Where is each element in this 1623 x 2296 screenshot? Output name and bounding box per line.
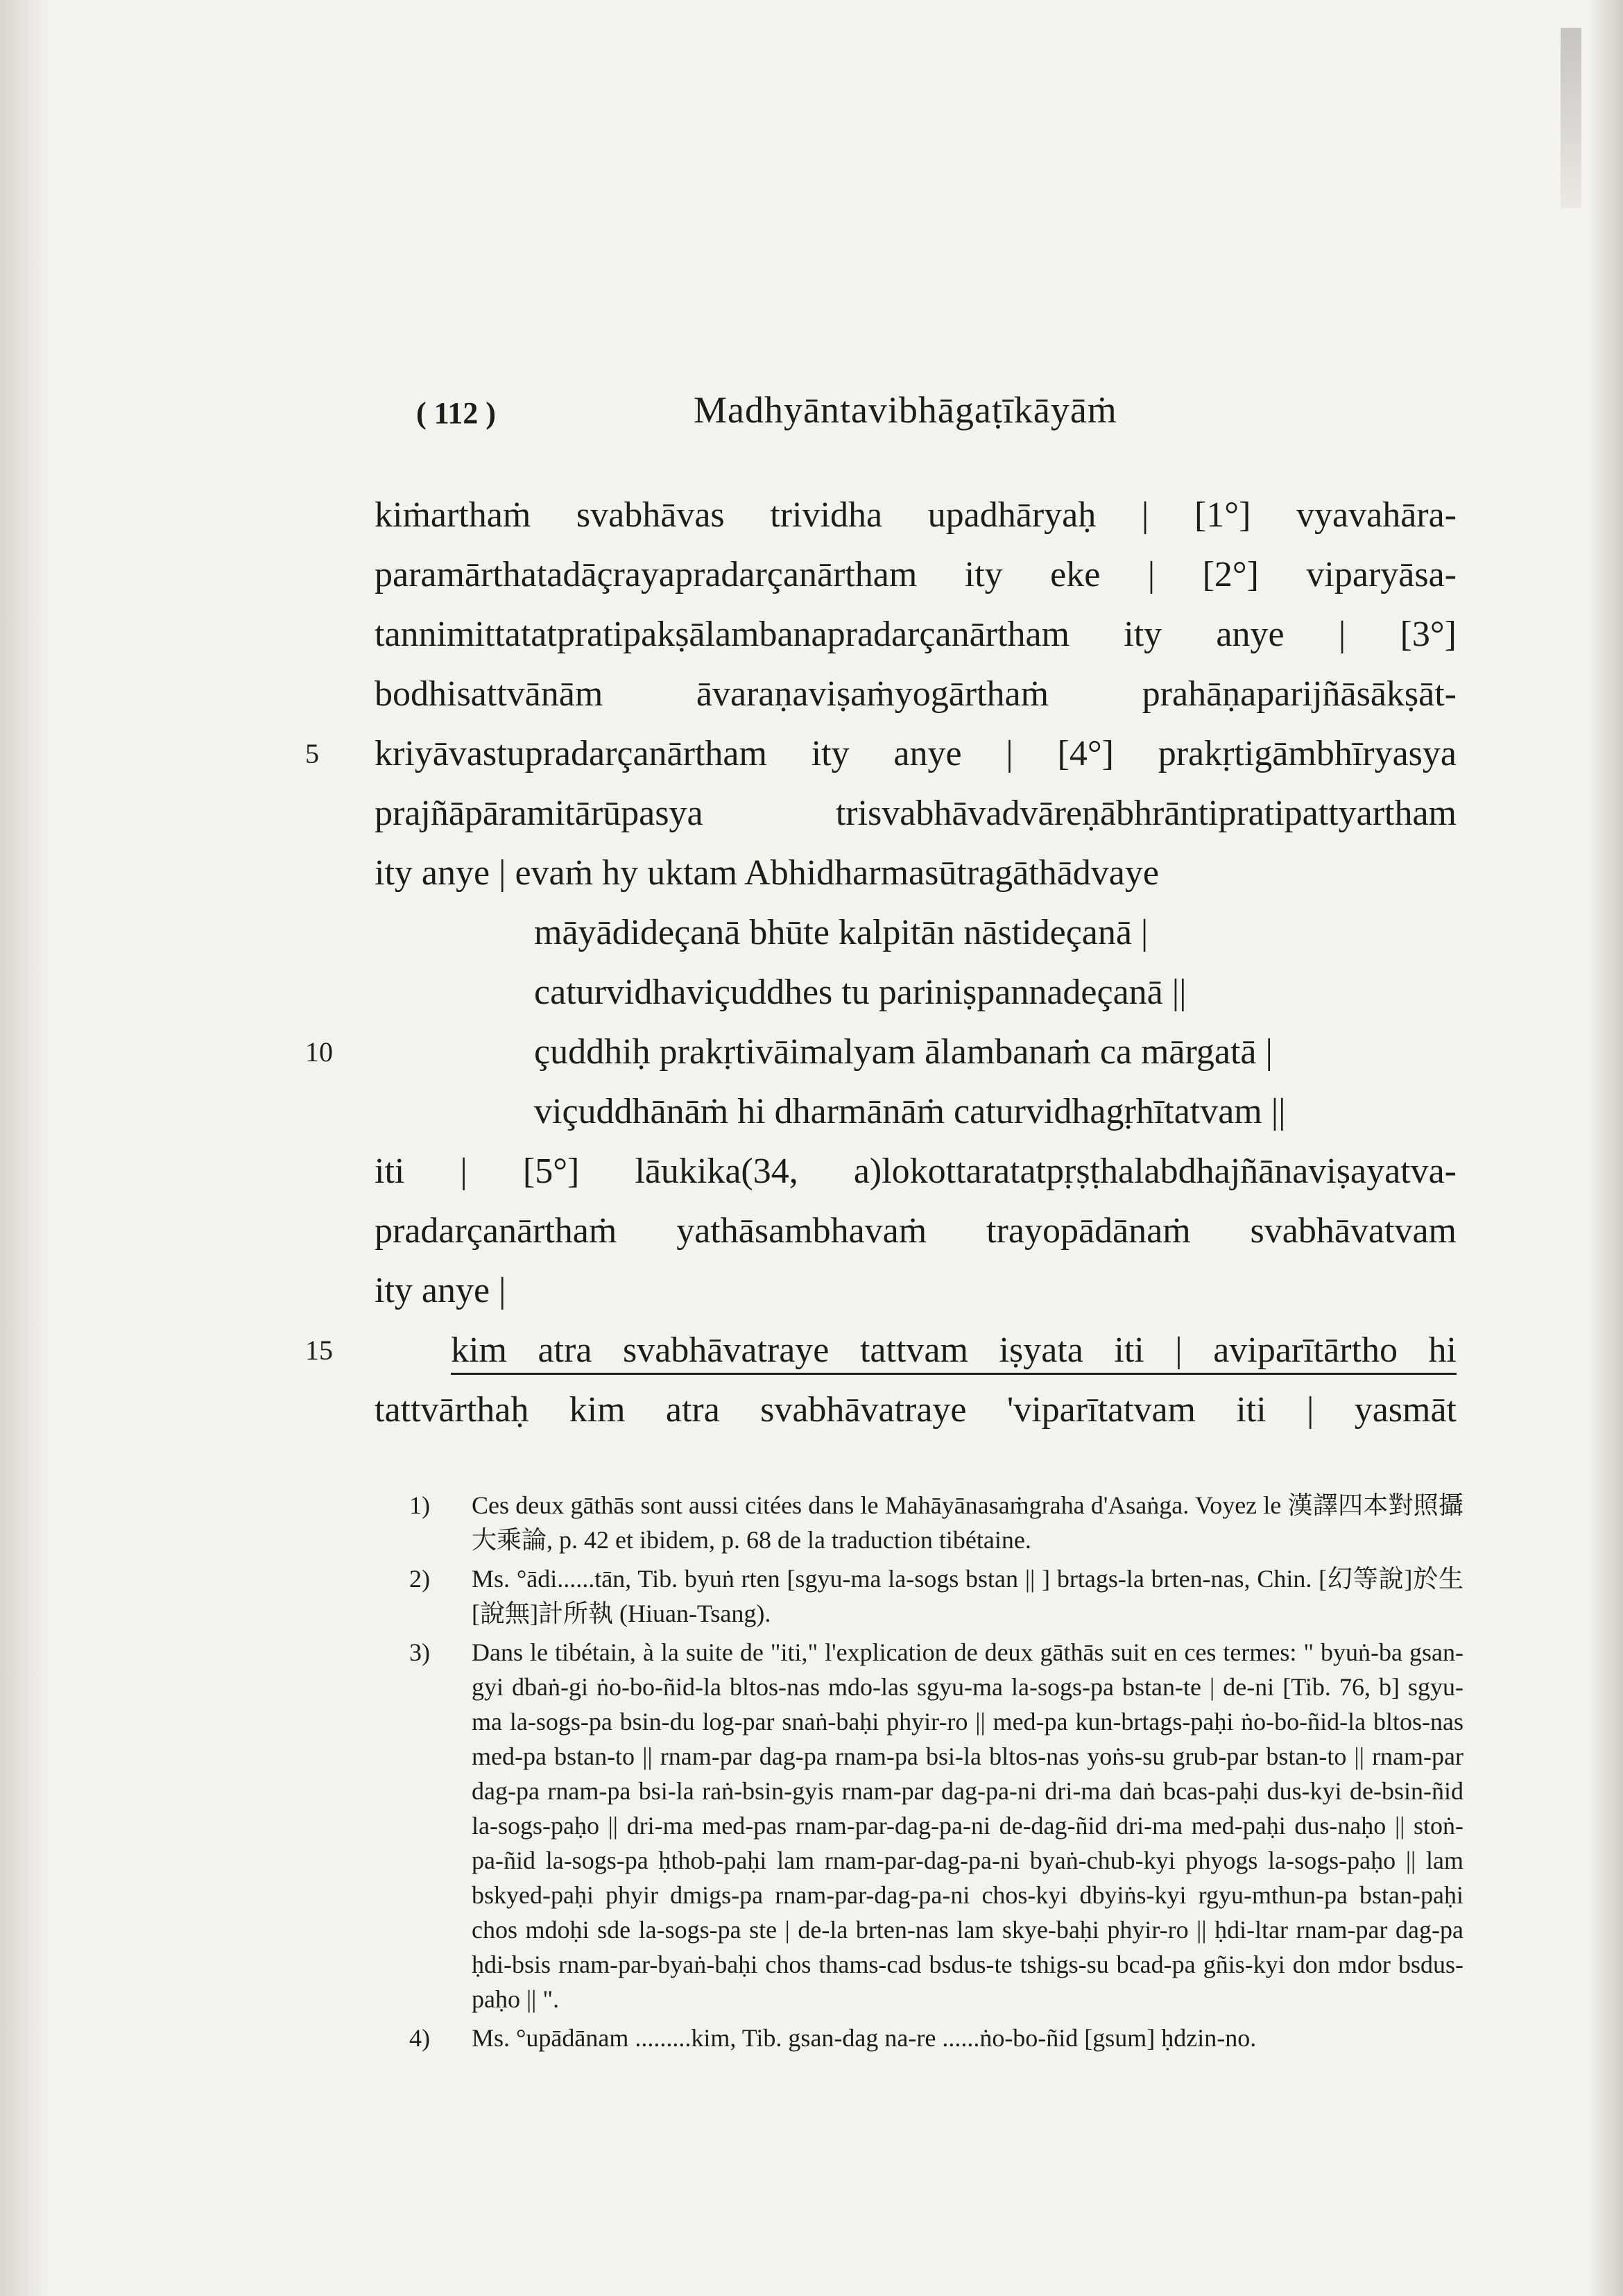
text-line: tattvārthaḥ kim atra svabhāvatraye 'viparītatvam iti | yasmāt <box>375 1390 1457 1430</box>
binding-shadow <box>1561 28 1581 208</box>
footnote <box>409 1635 1463 2016</box>
verse-line: viçuddhānāṁ hi dharmānāṁ caturvidhagṛhītatvam || <box>534 1092 1286 1131</box>
text-line: pradarçanārthaṁ yathāsambhavaṁ trayopādānaṁ svabhāvatvam <box>375 1211 1457 1251</box>
footnote-number: 1) <box>409 1491 430 1519</box>
footnote-text: Ms. °upādānam .........kim, Tib. gsan-dag na-re ......ṅo-bo-ñid [gsum] ḥdzin-no. <box>472 2024 1257 2052</box>
text-line: kiṁarthaṁ svabhāvas trividha upadhāryaḥ | [1°] vyavahāra- <box>375 495 1457 535</box>
text-line: tannimittatatpratipakṣālambanapradarçanārtham ity anye | [3°] <box>375 615 1457 654</box>
text-line: 15 kim atra svabhāvatraye tattvam iṣyata iti | aviparītārtho hi <box>375 1321 1457 1380</box>
page-header <box>416 388 1248 444</box>
line-number: 5 <box>305 738 319 769</box>
text-line: ity anye | evaṁ hy uktam Abhidharmasūtragāthādvaye <box>375 853 1159 893</box>
text-line: prajñāpāramitārūpasya trisvabhāvadvāreṇābhrāntipratipattyartham <box>375 794 1457 833</box>
footnote <box>409 1488 1463 1557</box>
verse-line: caturvidhaviçuddhes tu pariniṣpannadeçanā || <box>534 973 1187 1012</box>
text-line: paramārthatadāçrayapradarçanārtham ity eke | [2°] viparyāsa- <box>375 555 1457 594</box>
footnote-text: Ces deux gāthās sont aussi citées dans le Mahāyānasaṁgraha d'Asaṅga. Voyez le 漢譯四本對照攝大乘論, p. 42 et ibidem, p. 68 de la traduction tibétaine. <box>472 1491 1463 1554</box>
verse-line: māyādideçanā bhūte kalpitān nāstideçanā | <box>534 913 1149 952</box>
main-text <box>305 486 1457 1440</box>
footnotes <box>409 1488 1463 2059</box>
footnote-number: 4) <box>409 2024 430 2052</box>
page-number: ( 112 ) <box>416 396 496 430</box>
line-number: 15 <box>305 1335 333 1366</box>
running-title: Madhyāntavibhāgaṭīkāyāṁ <box>694 389 1117 431</box>
footnote-text: Ms. °ādi......tān, Tib. byuṅ rten [sgyu-ma la-sogs bstan || ] brtags-la brten-nas, Chin. [幻等說]於生 [說無]計所執 (Hiuan-Tsang). <box>472 1565 1463 1627</box>
footnote-number: 2) <box>409 1565 430 1593</box>
text-line: 5 kriyāvastupradarçanārtham ity anye | [4°] prakṛtigāmbhīryasya <box>375 724 1457 784</box>
footnote <box>409 1561 1463 1631</box>
footnote-number: 3) <box>409 1638 430 1666</box>
line-number: 10 <box>305 1036 333 1068</box>
text-line: ity anye | <box>375 1271 506 1310</box>
text-line: bodhisattvānām āvaraṇaviṣaṁyogārthaṁ prahāṇaparijñāsākṣāt- <box>375 674 1457 714</box>
footnote-text: Dans le tibétain, à la suite de "iti," l'explication de deux gāthās suit en ces termes: " byuṅ-ba gsan-gyi dbaṅ-gi ṅo-bo-ñid-la bltos-nas mdo-las sgyu-ma la-sogs-pa bstan-te | de-ni [Tib. 76, b] sgyu-ma la-sogs-pa bsin-du log-par snaṅ-baḥi phyir-ro || med-pa kun-brtags-paḥi ṅo-bo-ñid-la bltos-nas med-pa bstan-to || rnam-par dag-pa rnam-pa bsi-la bltos-nas yoṅs-su grub-par bstan-to || rnam-par dag-pa rnam-pa bsi-la raṅ-bsin-gyis rnam-par dag-pa-ni dri-ma daṅ bcas-paḥi dus-kyi de-bsin-ñid la-sogs-paḥo || dri-ma med-pas rnam-par-dag-pa-ni de-dag-ñid dri-ma med-paḥi dus-naḥo || stoṅ-pa-ñid la-sogs-pa ḥthob-paḥi lam rnam-par-dag-pa-ni byaṅ-chub-kyi phyogs la-sogs-paḥo || lam bskyed-paḥi phyir dmigs-pa rnam-par-dag-pa-ni chos-kyi dbyiṅs-kyi rgyu-mthun-pa bstan-paḥi chos mdoḥi sde la-sogs-pa ste | de-la brten-nas lam skye-baḥi phyir-ro || ḥdi-ltar rnam-par dag-pa ḥdi-bsis rnam-par-byaṅ-baḥi chos thams-cad bsdus-te tshigs-su bcad-pa gñis-kyi don mdor bsdus-paḥo || ". <box>472 1638 1463 2013</box>
text-line: iti | [5°] lāukika(34, a)lokottaratatpṛṣṭhalabdhajñānaviṣayatva- <box>375 1151 1457 1191</box>
page-edge-left <box>0 0 49 2296</box>
page-edge-right <box>1588 0 1623 2296</box>
verse-line: 10 çuddhiḥ prakṛtivāimalyam ālambanaṁ ca mārgatā | <box>375 1022 1457 1082</box>
footnote <box>409 2021 1463 2055</box>
